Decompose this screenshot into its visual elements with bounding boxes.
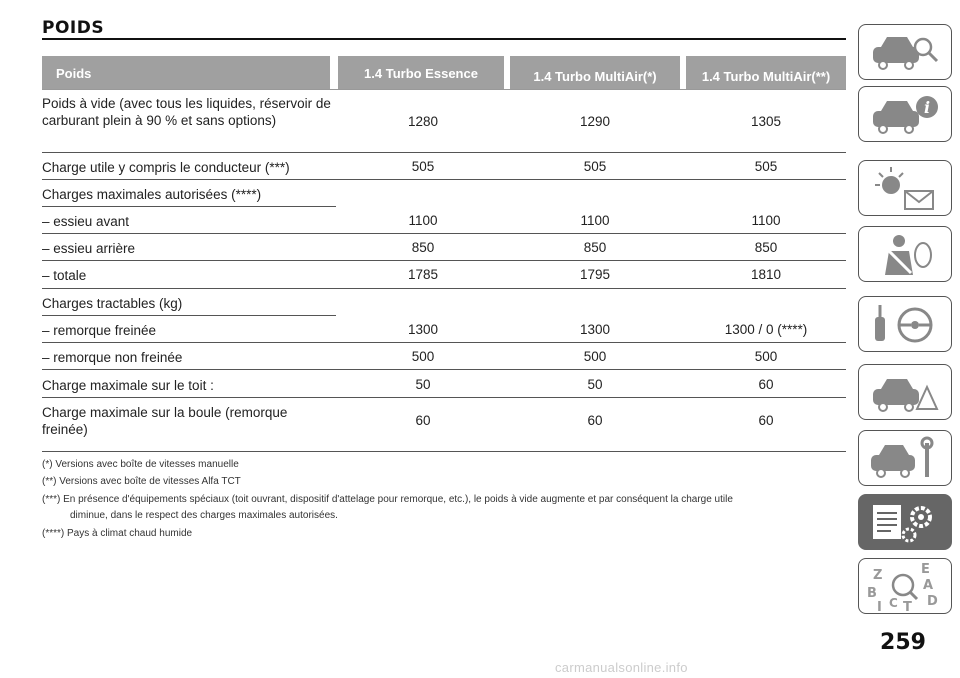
row-label: – remorque non freinée (42, 350, 183, 365)
side-tab-car-info[interactable] (858, 86, 952, 142)
airbag-seatbelt-icon (859, 227, 951, 281)
section-label: Charges maximales autorisées (****) (42, 187, 262, 202)
index-letter: C (889, 596, 898, 610)
alphabetical-index-icon (859, 559, 951, 613)
row-value: 1280 (407, 114, 439, 129)
car-wrench-icon (859, 431, 951, 485)
footnote: (**) Versions avec boîte de vitesses Alfa TCT (42, 476, 241, 487)
row-value: 1785 (407, 267, 439, 282)
row-label: Charge maximale sur le toit : (42, 378, 214, 393)
row-divider (42, 288, 846, 289)
warning-light-envelope-icon (859, 161, 951, 215)
row-value: 500 (583, 349, 607, 364)
side-tab-starting-driving[interactable] (858, 296, 952, 352)
header-label: 1.4 Turbo MultiAir(**) (701, 69, 831, 84)
row-label: – totale (42, 268, 87, 283)
row-value: 1100 (751, 213, 781, 228)
car-magnifier-icon (859, 25, 951, 79)
side-tab-emergency[interactable] (858, 364, 952, 420)
row-value: 1300 / 0 (****) (724, 322, 808, 337)
page-number: 259 (880, 630, 926, 655)
row-value: 50 (415, 377, 431, 392)
header-cell-weights (42, 56, 330, 90)
header-label: 1.4 Turbo Essence (364, 66, 478, 81)
section-divider (42, 206, 336, 207)
row-value: 50 (587, 377, 603, 392)
row-value: 1305 (750, 114, 782, 129)
row-value: 1300 (579, 322, 611, 337)
header-label: 1.4 Turbo MultiAir(*) (533, 69, 657, 84)
section-divider (42, 315, 336, 316)
svg-text:i: i (923, 98, 931, 117)
row-value: 1100 (580, 213, 610, 228)
section-label: Charges tractables (kg) (42, 296, 183, 311)
row-value: 1300 (407, 322, 439, 337)
row-divider (42, 342, 846, 343)
row-value: 60 (587, 413, 603, 428)
row-divider (42, 152, 846, 153)
row-value: 500 (754, 349, 778, 364)
row-value: 60 (758, 377, 774, 392)
header-label: Poids (56, 66, 92, 81)
row-value: 1810 (750, 267, 782, 282)
header-cell-multiair-manual (510, 56, 680, 90)
row-label: – essieu avant (42, 214, 130, 229)
row-divider (42, 260, 846, 261)
side-tab-warning-lights[interactable] (858, 160, 952, 216)
footnote-continuation: diminue, dans le respect des charges maximales autorisées. (70, 510, 338, 521)
footnote: (***) En présence d'équipements spéciaux (toit ouvrant, dispositif d'attelage pour remorque, etc.), le poids à vide augmente et par conséquent la charge utile (42, 494, 733, 505)
row-value: 500 (411, 349, 435, 364)
header-cell-multiair-tct (686, 56, 846, 90)
row-label: – remorque freinée (42, 323, 157, 338)
row-value: 850 (583, 240, 607, 255)
index-letter: A (923, 578, 934, 593)
row-label: Charge maximale sur la boule (remorque freinée) (42, 405, 288, 437)
index-letter: D (927, 594, 938, 609)
row-value: 1795 (579, 267, 611, 282)
row-value: 505 (583, 159, 607, 174)
car-info-icon (859, 87, 951, 141)
index-letter: B (867, 586, 877, 601)
side-tab-index[interactable] (858, 558, 952, 614)
row-value: 1100 (408, 213, 438, 228)
index-letter: I (877, 600, 882, 613)
row-divider (42, 369, 846, 370)
table-bottom-rule (42, 451, 846, 452)
row-value: 505 (411, 159, 435, 174)
row-label: – essieu arrière (42, 241, 136, 256)
page-title: POIDS (42, 18, 105, 38)
index-letter: E (921, 562, 930, 577)
row-value: 850 (411, 240, 435, 255)
row-divider (42, 397, 846, 398)
row-label: Poids à vide (avec tous les liquides, réservoir de carburant plein à 90 % et sans options) (42, 96, 331, 128)
row-value: 850 (754, 240, 778, 255)
index-letter: T (903, 600, 912, 613)
row-label: Charge utile y compris le conducteur (***) (42, 160, 290, 175)
row-value: 1290 (579, 114, 611, 129)
row-value: 60 (758, 413, 774, 428)
side-tab-dashboard[interactable] (858, 24, 952, 80)
header-cell-turbo-essence (338, 56, 504, 90)
footnote: (*) Versions avec boîte de vitesses manuelle (42, 459, 239, 470)
watermark: carmanualsonline.info (555, 660, 688, 675)
key-steering-wheel-icon (859, 297, 951, 351)
side-tab-maintenance[interactable] (858, 430, 952, 486)
header-rule (42, 89, 846, 90)
title-underline (42, 38, 846, 40)
side-tab-technical-specs[interactable] (858, 494, 952, 550)
index-letter: Z (873, 568, 883, 583)
row-value: 60 (415, 413, 431, 428)
row-value: 505 (754, 159, 778, 174)
side-tab-safety[interactable] (858, 226, 952, 282)
footnote: (****) Pays à climat chaud humide (42, 528, 193, 539)
car-breakdown-icon (859, 365, 951, 419)
row-divider (42, 233, 846, 234)
specs-gears-icon (859, 495, 951, 549)
row-divider (42, 179, 846, 180)
